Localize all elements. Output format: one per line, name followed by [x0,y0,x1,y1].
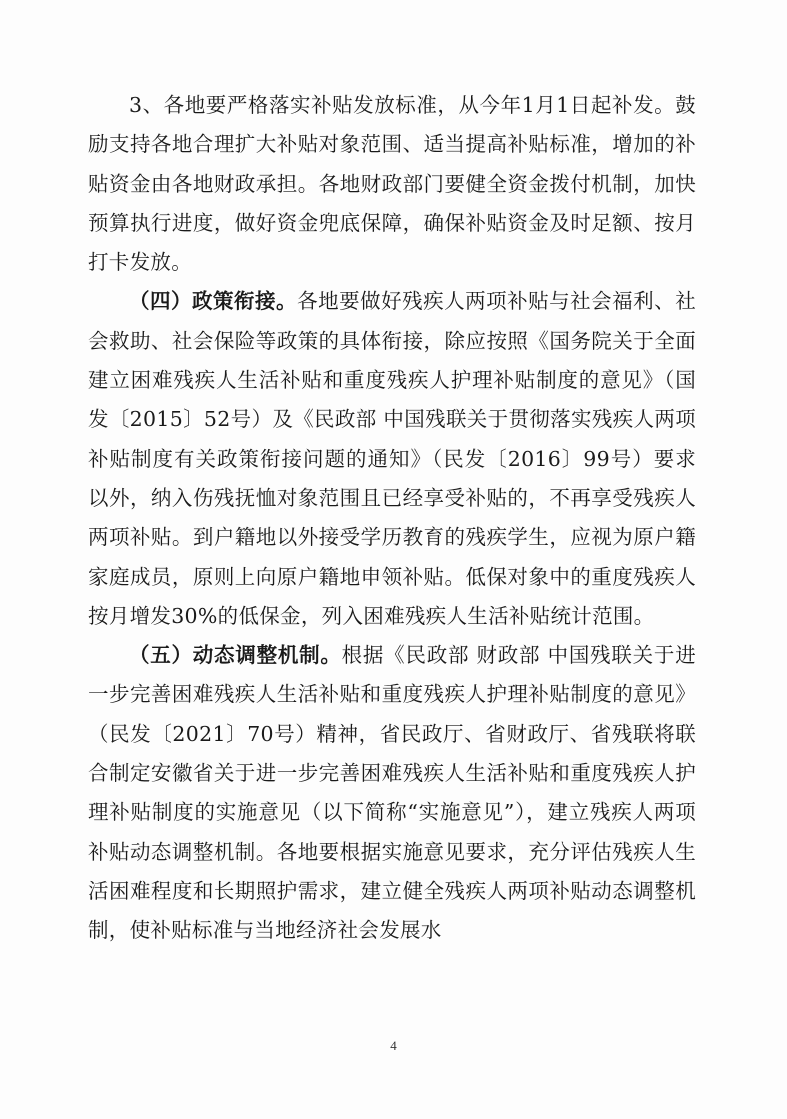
paragraph-dynamic-adjustment [88,636,696,950]
paragraph-text: 根据《民政部 财政部 中国残联关于进一步完善困难残疾人生活补贴和重度残疾人护理补贴制度的意见》（民发〔2021〕70号）精神，省民政厅、省财政厅、省残联将联合制定安徽省关于进一步完善困难残疾人生活补贴和重度残疾人护理补贴制度的实施意见（以下简称“实施意见”），建立残疾人两项补贴动态调整机制。各地要根据实施意见要求，充分评估残疾人生活困难程度和长期照护需求，建立健全残疾人两项补贴动态调整机制，使补贴标准与当地经济社会发展水 [88,643,696,943]
document-body [88,86,696,951]
paragraph-text: 3、各地要严格落实补贴发放标准，从今年1月1日起补发。鼓励支持各地合理扩大补贴对象范围、适当提高补贴标准，增加的补贴资金由各地财政承担。各地财政部门要健全资金拨付机制，加快预算执行进度，做好资金兜底保障，确保补贴资金及时足额、按月打卡发放。 [88,93,696,275]
paragraph-subsidy-standard [88,86,696,282]
paragraph-heading: （五）动态调整机制。 [129,643,342,668]
paragraph-policy-connection [88,282,696,636]
paragraph-text: 各地要做好残疾人两项补贴与社会福利、社会救助、社会保险等政策的具体衔接，除应按照《国务院关于全面建立困难残疾人生活补贴和重度残疾人护理补贴制度的意见》（国发〔2015〕52号）及《民政部 中国残联关于贯彻落实残疾人两项补贴制度有关政策衔接问题的通知》（民发〔2016〕99号）要求以外，纳入伤残抚恤对象范围且已经享受补贴的，不再享受残疾人两项补贴。到户籍地以外接受学历教育的残疾学生，应视为原户籍家庭成员，原则上向原户籍地申领补贴。低保对象中的重度残疾人按月增发30%的低保金，列入困难残疾人生活补贴统计范围。 [88,289,696,628]
page-number: 4 [390,1038,397,1053]
paragraph-heading: （四）政策衔接。 [129,289,298,314]
